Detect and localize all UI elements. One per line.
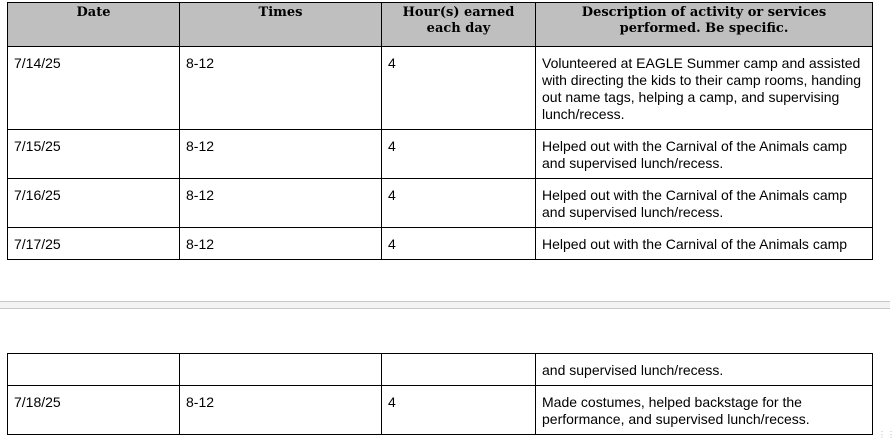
table-row	[8, 130, 873, 179]
cell-times[interactable]: 8-12	[180, 386, 382, 435]
table-header-row	[8, 3, 873, 47]
cell-hours[interactable]: 4	[382, 179, 536, 228]
cell-hours[interactable]: 4	[382, 47, 536, 130]
table-row	[8, 228, 873, 260]
cell-date[interactable]: 7/15/25	[8, 130, 180, 179]
header-date[interactable]: Date	[8, 3, 180, 47]
header-hours[interactable]: Hour(s) earned each day	[382, 3, 536, 47]
cell-date[interactable]	[8, 354, 180, 386]
cell-date[interactable]: 7/16/25	[8, 179, 180, 228]
cell-hours[interactable]: 4	[382, 228, 536, 260]
cell-hours[interactable]: 4	[382, 386, 536, 435]
cell-description[interactable]: Helped out with the Carnival of the Animals camp	[536, 228, 873, 260]
header-times[interactable]: Times	[180, 3, 382, 47]
page-break-gap	[0, 301, 890, 309]
cell-description[interactable]: Made costumes, helped backstage for the performance, and supervised lunch/recess.	[536, 386, 873, 435]
cell-times[interactable]: 8-12	[180, 47, 382, 130]
cell-times[interactable]: 8-12	[180, 228, 382, 260]
table-row	[8, 47, 873, 130]
resize-grip-icon[interactable]: ⋮⋮	[878, 430, 896, 439]
cell-times[interactable]	[180, 354, 382, 386]
cell-date[interactable]: 7/17/25	[8, 228, 180, 260]
table-row	[8, 354, 873, 386]
volunteer-hours-table	[7, 2, 873, 260]
cell-description[interactable]: Helped out with the Carnival of the Animals camp and supervised lunch/recess.	[536, 179, 873, 228]
cell-times[interactable]: 8-12	[180, 179, 382, 228]
volunteer-hours-table-continued	[7, 353, 873, 435]
table-row	[8, 386, 873, 435]
table-row	[8, 179, 873, 228]
cell-description[interactable]: and supervised lunch/recess.	[536, 354, 873, 386]
cell-date[interactable]: 7/18/25	[8, 386, 180, 435]
cell-description[interactable]: Volunteered at EAGLE Summer camp and assisted with directing the kids to their camp rooms, handing out name tags, helping a camp, and supervising lunch/recess.	[536, 47, 873, 130]
header-description[interactable]: Description of activity or services performed. Be specific.	[536, 3, 873, 47]
cell-description[interactable]: Helped out with the Carnival of the Animals camp and supervised lunch/recess.	[536, 130, 873, 179]
cell-hours[interactable]	[382, 354, 536, 386]
cell-date[interactable]: 7/14/25	[8, 47, 180, 130]
cell-hours[interactable]: 4	[382, 130, 536, 179]
cell-times[interactable]: 8-12	[180, 130, 382, 179]
